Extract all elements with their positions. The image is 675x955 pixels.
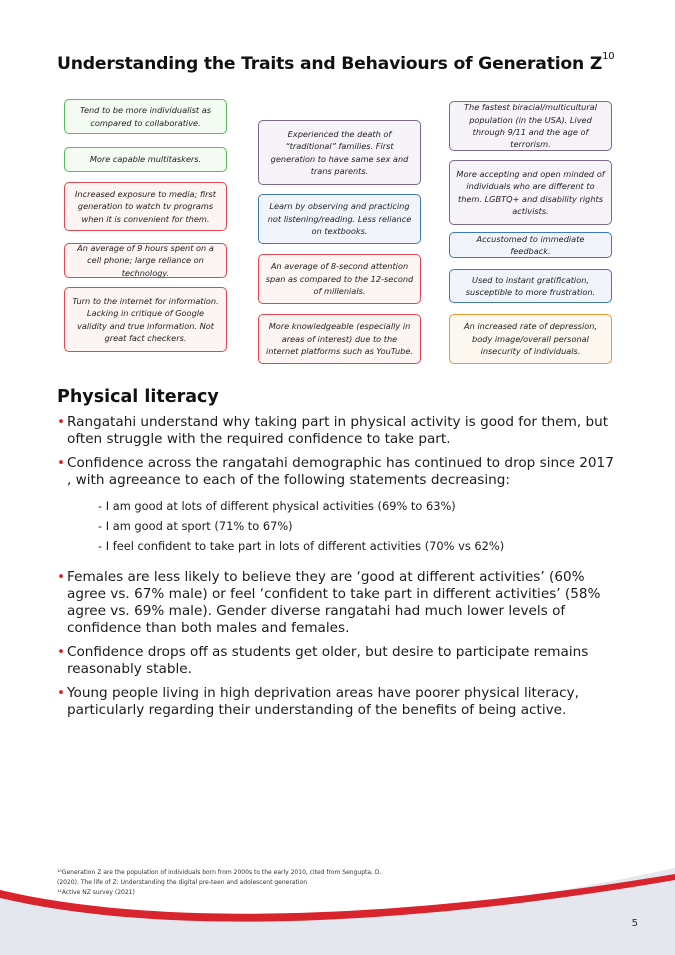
- trait-box-multitaskers: More capable multitaskers.: [64, 147, 227, 172]
- statement-item: - I feel confident to take part in lots of different activities (70% vs 62%): [98, 539, 505, 553]
- trait-box-gratification: Used to instant gratification, susceptible to more frustration.: [449, 269, 612, 303]
- trait-box-attention-span: An average of 8-second attention span as compared to the 12-second of millenials.: [258, 254, 421, 304]
- trait-box-multicultural: The fastest biracial/multicultural population (in the USA). Lived through 9/11 and the age of terrorism.: [449, 101, 612, 151]
- trait-box-accepting: More accepting and open minded of individuals who are different to them. LGBTQ+ and disability rights activists.: [449, 160, 612, 225]
- title-footnote-ref: 10: [602, 51, 615, 63]
- statement-item: - I am good at sport (71% to 67%): [98, 519, 293, 533]
- bullet-confidence-age: • Confidence drops off as students get older, but desire to participate remains reasonably stable.: [57, 644, 617, 678]
- bullet-understand-activity: • Rangatahi understand why taking part in physical activity is good for them, but often struggle with the required confidence to take part.: [57, 414, 617, 448]
- trait-box-depression: An increased rate of depression, body image/overall personal insecurity of individuals.: [449, 314, 612, 364]
- statement-item: - I am good at lots of different physical activities (69% to 63%): [98, 499, 456, 513]
- trait-box-individualist: Tend to be more individualist as compared to collaborative.: [64, 99, 227, 134]
- trait-box-traditional-families: Experienced the death of “traditional” families. First generation to have same sex and trans parents.: [258, 120, 421, 185]
- page-number: 5: [631, 918, 638, 929]
- trait-box-knowledgeable: More knowledgeable (especially in areas of interest) due to the internet platforms such as YouTube.: [258, 314, 421, 364]
- bullet-deprivation: • Young people living in high deprivation areas have poorer physical literacy, particularly regarding their understanding of the benefits of being active.: [57, 685, 617, 719]
- footnote-line: (2020). The life of Z: Understanding the digital pre-teen and adolescent generation: [57, 879, 307, 886]
- bullet-confidence-drop: • Confidence across the rangatahi demographic has continued to drop since 2017 , with agreeance to each of the following statements decreasing:: [57, 455, 617, 489]
- trait-box-cell-phone: An average of 9 hours spent on a cell phone; large reliance on technology.: [64, 243, 227, 278]
- footnote-line: ¹¹Active NZ survey (2021): [57, 889, 135, 896]
- trait-box-learn-observing: Learn by observing and practicing not listening/reading. Less reliance on textbooks.: [258, 194, 421, 244]
- footnote-line: ¹⁰Generation Z are the population of individuals born from 2000s to the early 2010, cited from Sengupta, D.: [57, 869, 382, 876]
- footnotes: [57, 868, 381, 898]
- trait-box-internet-info: Turn to the internet for information. Lacking in critique of Google validity and true information. Not great fact checkers.: [64, 287, 227, 352]
- statement-sublist: [98, 496, 617, 556]
- page-title: Understanding the Traits and Behaviours of Generation $Z^{10}$: [57, 51, 615, 74]
- bullet-females-confidence: • Females are less likely to believe they are ‘good at different activities’ (60% agree vs. 67% male) or feel ‘confident to take part in different activities’ (58% agree vs. 69% male). Gender diverse rangatahi had much lower levels of confidence than both males and females.: [57, 569, 617, 637]
- trait-box-media-exposure: Increased exposure to media; first generation to watch tv programs when it is convenient for them.: [64, 182, 227, 231]
- trait-box-feedback: Accustomed to immediate feedback.: [449, 232, 612, 258]
- physical-literacy-list: [57, 414, 617, 726]
- section-heading-physical-literacy: Physical literacy: [57, 387, 219, 407]
